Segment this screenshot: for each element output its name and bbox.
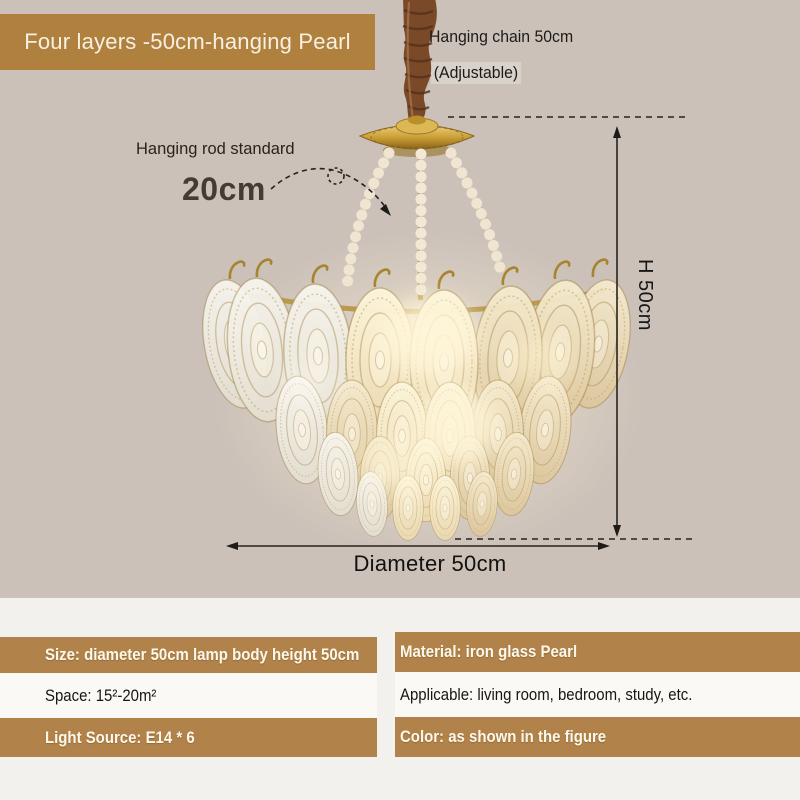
diameter-dimension-label: Diameter 50cm (353, 551, 507, 576)
hanging-rod-label: Hanging rod standard (136, 139, 295, 158)
spec-material-row (395, 632, 800, 672)
spec-color-label: Color: as shown in the figure (400, 727, 607, 746)
diameter-arrow-right-icon (598, 542, 610, 550)
spec-applicable-row (395, 672, 800, 717)
spec-space-row (0, 673, 377, 718)
spec-light-source-label: Light Source: E14 * 6 (45, 727, 195, 747)
spec-size-row (0, 637, 377, 673)
spec-light-source-row (0, 718, 377, 757)
height-arrow-down-icon (613, 525, 621, 537)
title-banner: Four layers -50cm-hanging Pearl (0, 14, 375, 70)
diameter-arrow-left-icon (226, 542, 238, 550)
spec-space-label: Space: 15²-20m² (45, 685, 157, 705)
hanging-rod-value: 20cm (182, 171, 266, 207)
height-dimension-label: H 50cm (634, 259, 656, 331)
height-arrow-up-icon (613, 126, 621, 138)
hanging-chain-label: Hanging chain 50cm (429, 27, 574, 46)
spec-applicable-label: Applicable: living room, bedroom, study, etc. (400, 684, 693, 704)
rod-curved-arrowhead-icon (380, 204, 391, 216)
specs-table (0, 598, 800, 800)
adjustable-label: (Adjustable) (431, 62, 521, 84)
spec-material-label: Material: iron glass Pearl (400, 642, 578, 661)
spec-color-row (395, 717, 800, 757)
rod-arrow-loop (328, 168, 344, 184)
spec-size-label: Size: diameter 50cm lamp body height 50cm (45, 645, 360, 664)
